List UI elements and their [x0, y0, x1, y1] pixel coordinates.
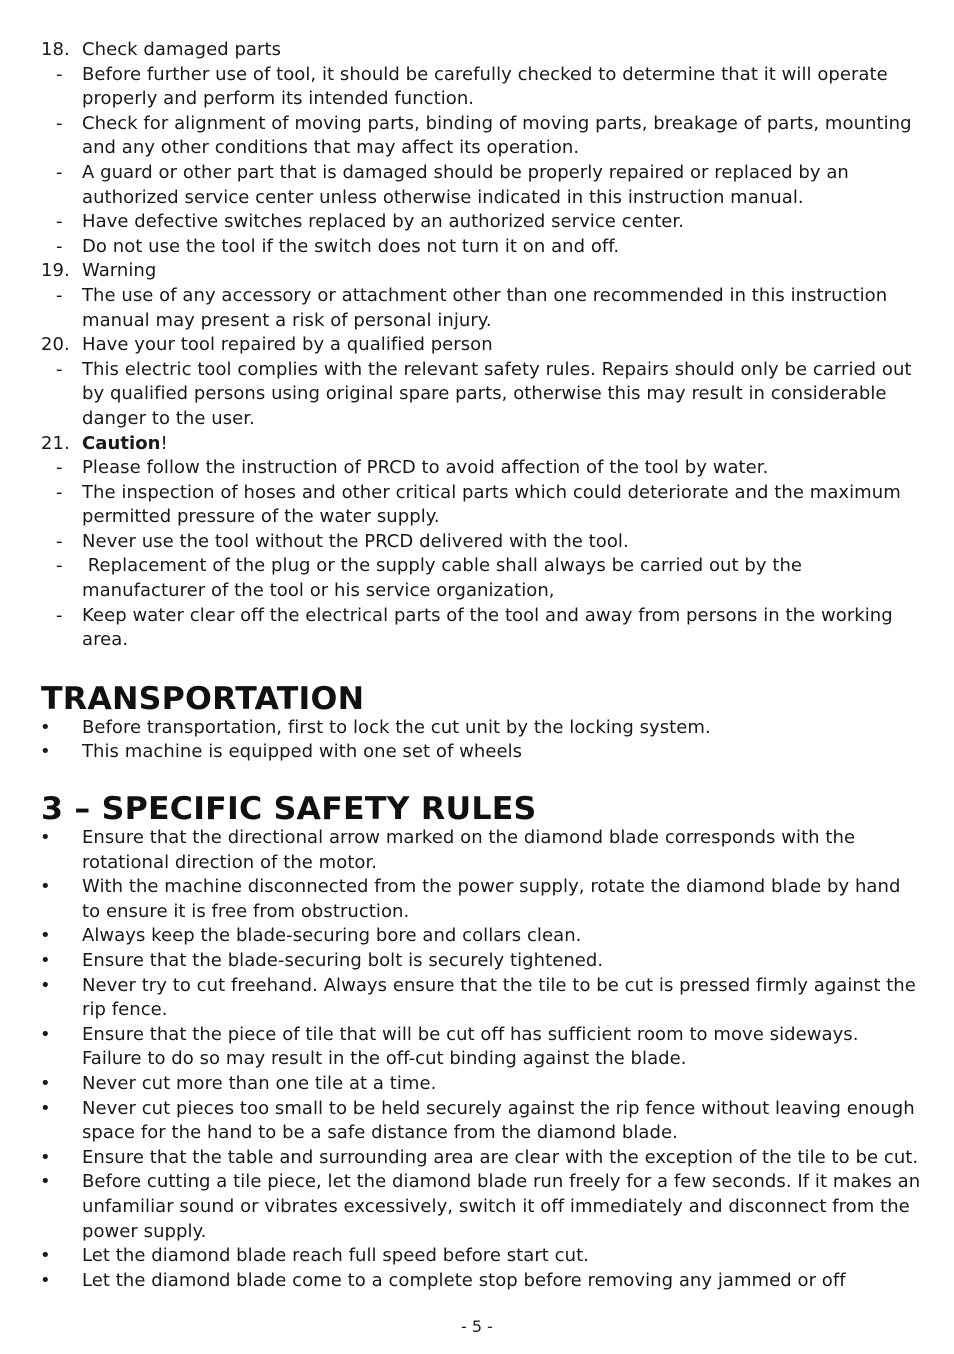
dash-marker: -	[56, 457, 63, 479]
item-text: Ensure that the piece of tile that will be cut off has sufficient room to move sideways. Failure to do so may result in the off-cut binding against the blade.	[82, 1023, 859, 1070]
dash-marker: -	[56, 358, 63, 380]
bullet-marker: •	[40, 716, 51, 738]
bullet-marker: •	[40, 925, 51, 947]
item-text: Always keep the blade-securing bore and collars clean.	[82, 925, 582, 947]
item-text: This electric tool complies with the relevant safety rules. Repairs should only be carried out by qualified persons using original spare parts, otherwise this may result in considerable danger to the user.	[82, 358, 912, 429]
list-item	[41, 1244, 921, 1269]
item-text: Never try to cut freehand. Always ensure that the tile to be cut is pressed firmly against the rip fence.	[82, 974, 916, 1021]
list-item	[41, 358, 921, 432]
section-20-title	[41, 333, 921, 358]
item-text: The inspection of hoses and other critical parts which could deteriorate and the maximum permitted pressure of the water supply.	[82, 481, 901, 528]
manual-page	[41, 38, 921, 1293]
item-text: Never cut pieces too small to be held securely against the rip fence without leaving enough space for the hand to be a safe distance from the diamond blade.	[82, 1097, 915, 1144]
list-item	[41, 716, 921, 741]
list-item	[41, 1023, 921, 1072]
list-item	[41, 112, 921, 161]
list-item	[41, 554, 921, 603]
list-item	[41, 530, 921, 555]
section-number: 19.	[41, 260, 70, 282]
section-21-title	[41, 432, 921, 457]
list-item	[41, 604, 921, 653]
item-text: Never use the tool without the PRCD delivered with the tool.	[82, 530, 629, 552]
list-item	[41, 161, 921, 210]
item-text: This machine is equipped with one set of wheels	[82, 741, 523, 763]
bullet-marker: •	[40, 876, 51, 898]
list-item	[41, 63, 921, 112]
dash-marker: -	[56, 555, 63, 577]
dash-marker: -	[56, 161, 63, 183]
list-item	[41, 235, 921, 260]
item-text: Before further use of tool, it should be carefully checked to determine that it will operate properly and perform its intended function.	[82, 63, 888, 110]
list-item	[41, 1146, 921, 1171]
item-text: Before transportation, first to lock the cut unit by the locking system.	[82, 716, 711, 738]
page-number: - 5 -	[461, 1317, 493, 1336]
item-text: Replacement of the plug or the supply cable shall always be carried out by the manufacturer of the tool or his service organization,	[82, 555, 808, 602]
item-text: Let the diamond blade reach full speed before start cut.	[82, 1245, 589, 1267]
list-item	[41, 740, 921, 765]
item-text: Check for alignment of moving parts, binding of moving parts, breakage of parts, mounting and any other conditions that may affect its operation.	[82, 112, 912, 159]
caution-label: Caution	[82, 432, 161, 454]
item-text: With the machine disconnected from the power supply, rotate the diamond blade by hand to ensure it is free from obstruction.	[82, 876, 901, 922]
section-18-title	[41, 38, 921, 63]
section-number: 18.	[41, 39, 70, 60]
bullet-marker: •	[40, 827, 51, 849]
item-text: Never cut more than one tile at a time.	[82, 1072, 437, 1094]
dash-marker: -	[56, 211, 63, 233]
item-text: Have defective switches replaced by an authorized service center.	[82, 211, 684, 233]
bullet-marker: •	[40, 1171, 51, 1193]
dash-marker: -	[56, 481, 63, 503]
section-19-title	[41, 259, 921, 284]
item-text: Please follow the instruction of PRCD to avoid affection of the tool by water.	[82, 457, 769, 479]
bullet-marker: •	[40, 741, 51, 763]
bullet-marker: •	[40, 1245, 51, 1267]
bullet-marker: •	[40, 950, 51, 971]
bullet-marker: •	[40, 1072, 51, 1094]
dash-marker: -	[56, 63, 63, 85]
specific-safety-rules-heading: 3 – SPECIFIC SAFETY RULES	[41, 791, 537, 828]
item-text: Keep water clear off the electrical parts of the tool and away from persons in the working area.	[82, 604, 893, 651]
list-item	[41, 949, 921, 974]
dash-marker: -	[56, 112, 63, 134]
section-title: Check damaged parts	[82, 39, 282, 60]
item-text: Ensure that the blade-securing bolt is securely tightened.	[82, 950, 604, 971]
list-item	[41, 456, 921, 481]
dash-marker: -	[56, 530, 63, 552]
dash-marker: -	[56, 235, 63, 257]
list-item	[41, 481, 921, 530]
bullet-marker: •	[40, 974, 51, 996]
list-item	[41, 875, 921, 924]
list-item	[41, 826, 921, 875]
dash-marker: -	[56, 604, 63, 626]
section-number: 20.	[41, 334, 70, 356]
bullet-marker: •	[40, 1269, 51, 1291]
item-text: A guard or other part that is damaged should be properly repaired or replaced by an authorized service center unless otherwise indicated in this instruction manual.	[82, 161, 849, 208]
list-item	[41, 974, 921, 1023]
item-text: Before cutting a tile piece, let the diamond blade run freely for a few seconds. If it makes an unfamiliar sound or vibrates excessively, switch it off immediately and disconnect from the power supply.	[82, 1171, 921, 1242]
item-text: Ensure that the directional arrow marked on the diamond blade corresponds with the rotational direction of the motor.	[82, 827, 856, 873]
list-item	[41, 924, 921, 949]
list-item	[41, 1170, 921, 1244]
list-item	[41, 1097, 921, 1146]
list-item	[41, 284, 921, 333]
transportation-heading: TRANSPORTATION	[41, 680, 365, 717]
bullet-marker: •	[40, 1097, 51, 1119]
list-item	[41, 210, 921, 235]
item-text: The use of any accessory or attachment other than one recommended in this instruction manual may present a risk of personal injury.	[82, 284, 888, 331]
item-text: Ensure that the table and surrounding area are clear with the exception of the tile to be cut.	[82, 1146, 919, 1168]
dash-marker: -	[56, 284, 63, 306]
section-title: Warning	[82, 260, 157, 282]
item-text: Let the diamond blade come to a complete stop before removing any jammed or off	[82, 1269, 846, 1291]
item-text: Do not use the tool if the switch does not turn it on and off.	[82, 235, 620, 257]
section-number: 21.	[41, 432, 70, 454]
bullet-marker: •	[40, 1023, 51, 1045]
list-item	[41, 1072, 921, 1097]
list-item	[41, 1269, 921, 1294]
section-title: Have your tool repaired by a qualified person	[82, 334, 493, 356]
caution-exclamation: !	[160, 432, 168, 454]
bullet-marker: •	[40, 1146, 51, 1168]
